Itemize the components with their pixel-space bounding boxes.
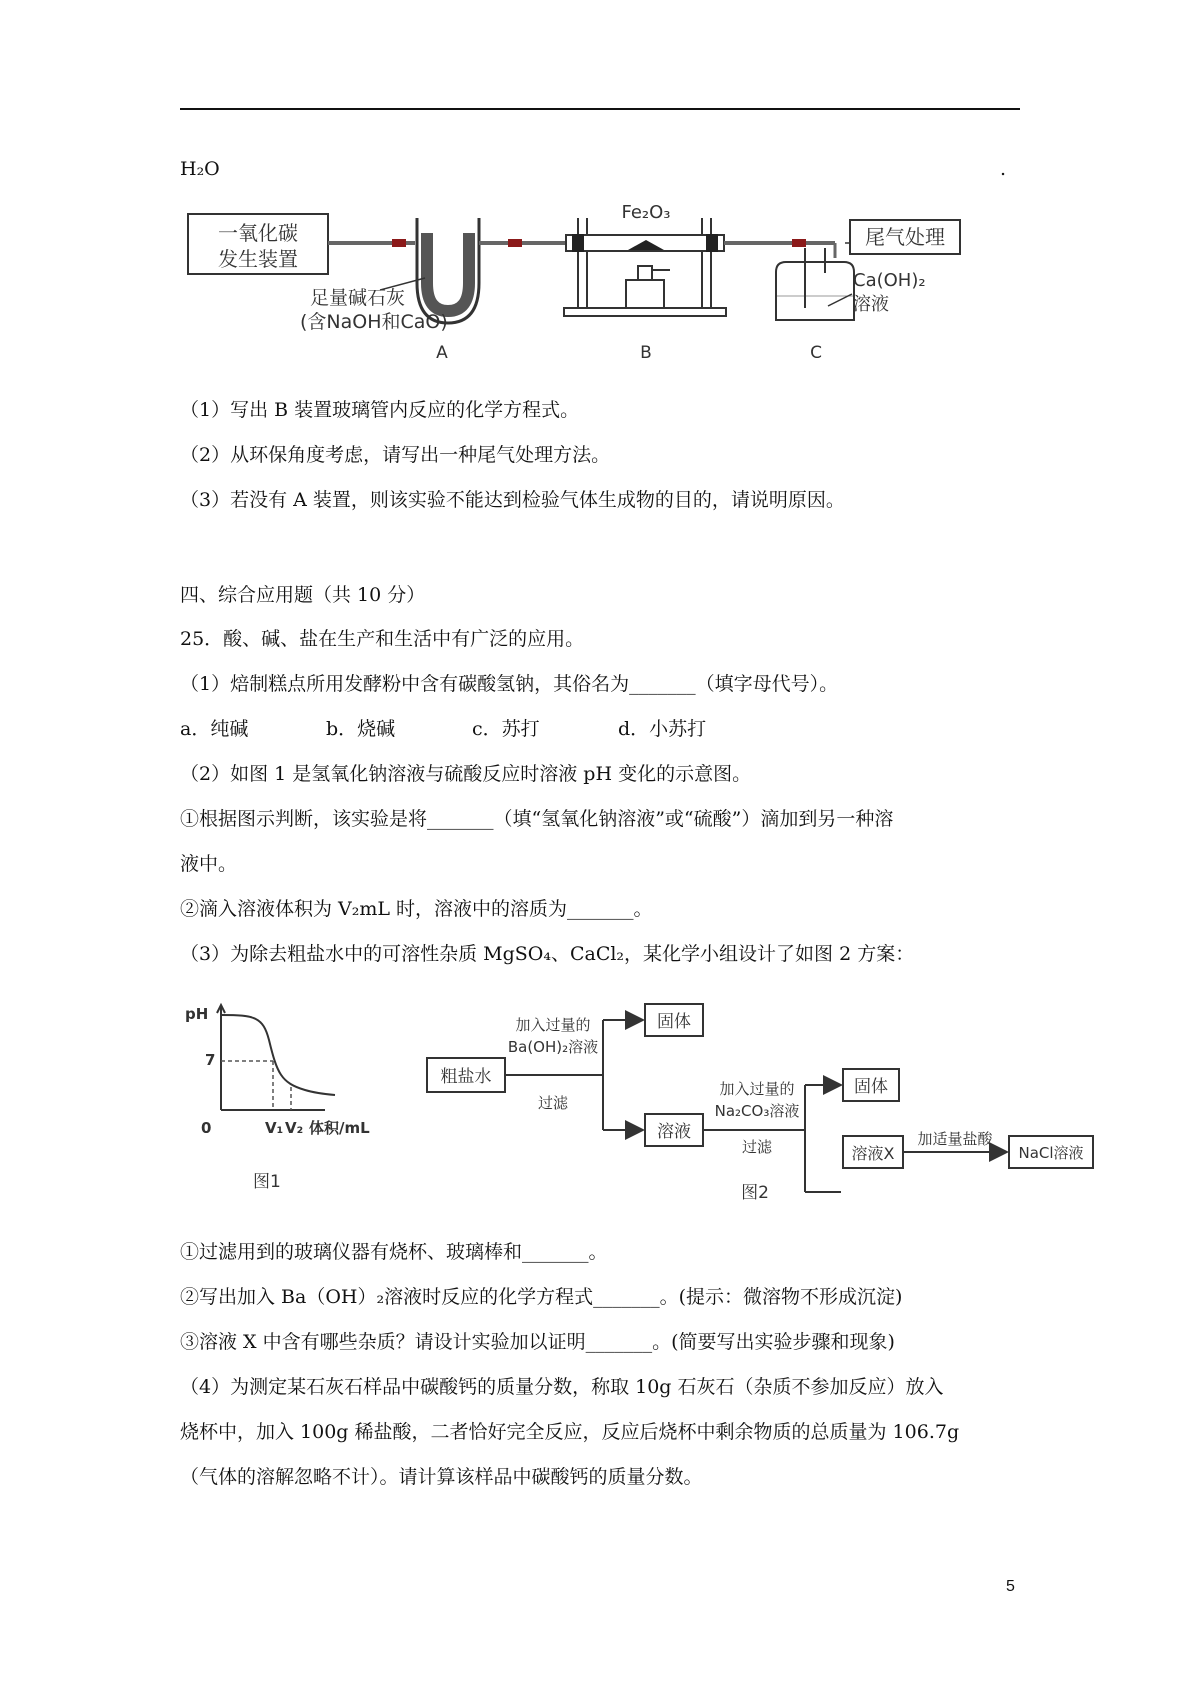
fig1-ph-curve-line <box>221 1015 335 1095</box>
wash-bottle-c <box>776 262 854 320</box>
q25-options <box>180 717 764 741</box>
fig1-x-tick-v2: V₂ <box>285 1119 304 1137</box>
tail-gas-label: 尾气处理 <box>865 225 945 249</box>
q25-part3-3: ③溶液 X 中含有哪些杂质？请设计实验加以证明_______。(简要写出实验步骤和现象) <box>180 1331 895 1353</box>
lime-label-2: (含NaOH和CaO) <box>300 311 448 333</box>
fig2-step1-top-2: Ba(OH)₂溶液 <box>507 1038 599 1056</box>
option-d: d．小苏打 <box>618 718 707 740</box>
fig1-y-tick: 7 <box>205 1051 216 1069</box>
fig2-step1-bottom: 过滤 <box>537 1094 569 1112</box>
lime-label-1: 足量碱石灰 <box>310 287 406 309</box>
fig2-caption: 图2 <box>741 1183 769 1200</box>
fig2-solution1: 溶液 <box>657 1122 691 1142</box>
burner <box>626 280 664 308</box>
connector <box>508 239 522 247</box>
fig2-end: NaCl溶液 <box>1018 1144 1084 1162</box>
q25-part3: （3）为除去粗盐水中的可溶性杂质 MgSO₄、CaCl₂，某化学小组设计了如图 2 方案： <box>180 943 915 965</box>
q25-part2-1a: ①根据图示判断，该实验是将_______（填“氢氧化钠溶液”或“硫酸”）滴加到另一种溶 <box>180 808 894 830</box>
co-generator-label-2: 发生装置 <box>218 247 298 271</box>
option-a: a．纯碱 <box>180 718 249 740</box>
q25-part3-2: ②写出加入 Ba（OH）₂溶液时反应的化学方程式_______。(提示：微溶物不形成沉淀) <box>180 1286 903 1308</box>
connector <box>392 239 406 247</box>
header-fragment: H₂O <box>180 158 220 180</box>
q25-part4-c: （气体的溶解忽略不计）。请计算该样品中碳酸钙的质量分数。 <box>180 1466 703 1488</box>
q24-part1: （1）写出 B 装置玻璃管内反应的化学方程式。 <box>180 399 580 421</box>
q25-part2-1b: 液中。 <box>180 853 238 875</box>
q25-part3-1: ①过滤用到的玻璃仪器有烧杯、玻璃棒和_______。 <box>180 1241 608 1263</box>
option-c: c．苏打 <box>472 718 540 740</box>
fig1-caption: 图1 <box>253 1172 281 1192</box>
figure-2-flowchart <box>425 990 1115 1200</box>
q25-stem: 25．酸、碱、盐在生产和生活中有广泛的应用。 <box>180 628 585 650</box>
caoh2-label-1: Ca(OH)₂ <box>853 270 926 291</box>
label-c: C <box>810 343 822 363</box>
fig2-step1-top-1: 加入过量的 <box>515 1016 591 1034</box>
fig2-step2-bottom: 过滤 <box>741 1138 773 1156</box>
q25-part2: （2）如图 1 是氢氧化钠溶液与硫酸反应时溶液 pH 变化的示意图。 <box>180 763 752 785</box>
caoh2-label-2: 溶液 <box>853 294 889 315</box>
fe2o3-label: Fe₂O₃ <box>621 202 671 223</box>
fig2-solid2: 固体 <box>854 1077 888 1097</box>
fig2-solid1: 固体 <box>657 1012 691 1032</box>
fig1-xlabel: 体积/mL <box>309 1119 370 1137</box>
co-generator-label-1: 一氧化碳 <box>218 221 298 245</box>
label-b: B <box>640 343 652 363</box>
fig2-solutionx: 溶液X <box>851 1144 895 1163</box>
q24-part3: （3）若没有 A 装置，则该实验不能达到检验气体生成物的目的，请说明原因。 <box>180 489 845 511</box>
q25-part1: （1）焙制糕点所用发酵粉中含有碳酸氢钠，其俗名为_______（填字母代号）。 <box>180 673 839 695</box>
page-number: 5 <box>1006 1578 1015 1595</box>
q25-part4-b: 烧杯中，加入 100g 稀盐酸，二者恰好完全反应，反应后烧杯中剩余物质的总质量为 106.7g <box>180 1421 960 1443</box>
fig2-start: 粗盐水 <box>440 1067 492 1087</box>
q25-part2-2: ②滴入溶液体积为 V₂mL 时，溶液中的溶质为_______。 <box>180 898 653 920</box>
section4-title: 四、综合应用题（共 10 分） <box>180 584 426 606</box>
figure-1-ph-curve <box>185 995 405 1195</box>
fig1-x-tick-v1: V₁ <box>265 1119 284 1137</box>
q25-part4-a: （4）为测定某石灰石样品中碳酸钙的质量分数，称取 10g 石灰石（杂质不参加反应）放入 <box>180 1376 944 1398</box>
apparatus-diagram <box>180 198 1040 368</box>
q24-part2: （2）从环保角度考虑，请写出一种尾气处理方法。 <box>180 444 611 466</box>
trailing-dot: . <box>1000 158 1007 180</box>
connector <box>792 239 806 247</box>
fig1-origin: 0 <box>201 1119 212 1137</box>
fig2-step2-top-2: Na₂CO₃溶液 <box>714 1102 800 1120</box>
fig2-step3: 加适量盐酸 <box>917 1130 993 1148</box>
fig2-step2-top-1: 加入过量的 <box>719 1080 795 1098</box>
fig1-ylabel: pH <box>185 1005 209 1023</box>
header-rule <box>180 108 1020 110</box>
label-a: A <box>436 343 448 363</box>
option-b: b．烧碱 <box>326 718 396 740</box>
